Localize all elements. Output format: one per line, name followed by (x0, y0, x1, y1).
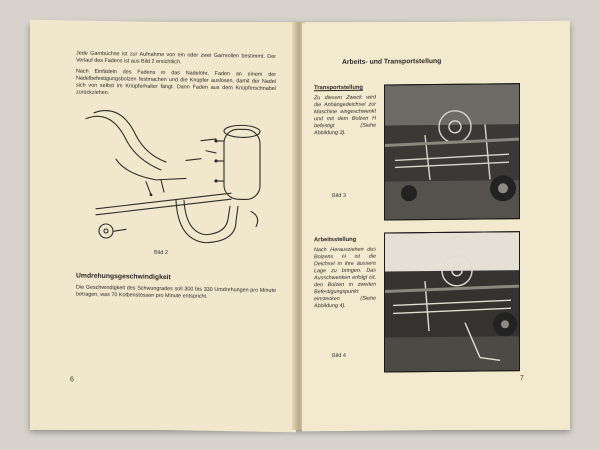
photo-4-caption: Bild 4 (332, 352, 346, 360)
right-page (302, 21, 570, 432)
right-page-title: Arbeits- und Transportstellung (342, 57, 442, 66)
photo-work-position (384, 231, 520, 372)
booklet-spread (30, 22, 570, 430)
paragraph-2: Nach Einfädeln des Fadens in das Nadelöhr, Faden an einem der Nadelbefestigungsbolzen festmachen und die Knüpfer auslösen, damit der Nadel sich von selbst im Knüpferhalter fängt. Dann Faden aus dem Knüpferschnabel zurückziehen. (76, 68, 276, 97)
photo-transport-position (384, 83, 520, 220)
paragraph-1: Jede Garnbüchse ist zur Aufnahme von ein oder zwei Garnrollen bestimmt. Der Verlauf des Fadens ist aus Bild 2 ersichtlich. (76, 50, 276, 66)
transport-heading: Transportstellung (314, 84, 363, 92)
section-heading: Umdrehungsgeschwindigkeit (76, 272, 171, 282)
figure-2-caption: Bild 2 (154, 249, 168, 257)
transport-text: Zu diesem Zweck wird die Anhängedeichsel zur Maschine eingeschwenkt und mit dem Bolzen H befestigt (Siehe Abbildung 3). (314, 94, 376, 137)
page-number-left: 6 (70, 376, 74, 384)
section-text: Die Geschwindigkeit des Schwungrades soll 300 bis 330 Umdrehungen pro Minute betragen, was 70 Kolbenstössen pro Minute entspricht. (76, 284, 276, 300)
page-number-right: 7 (520, 375, 524, 383)
work-text: Nach Herausziehen des Bolzens H ist die Deichsel in ihre äussere Lage zu bringen. Das Ausschwenken erfolgt ist, den Bolzen in zweiten Befestigungspunkt einstecken (Siehe Abbildung 4). (314, 246, 376, 310)
threading-diagram (66, 98, 276, 252)
left-page (30, 20, 296, 433)
photo-3-caption: Bild 3 (332, 192, 346, 200)
work-heading: Arbeitsstellung (314, 236, 357, 244)
